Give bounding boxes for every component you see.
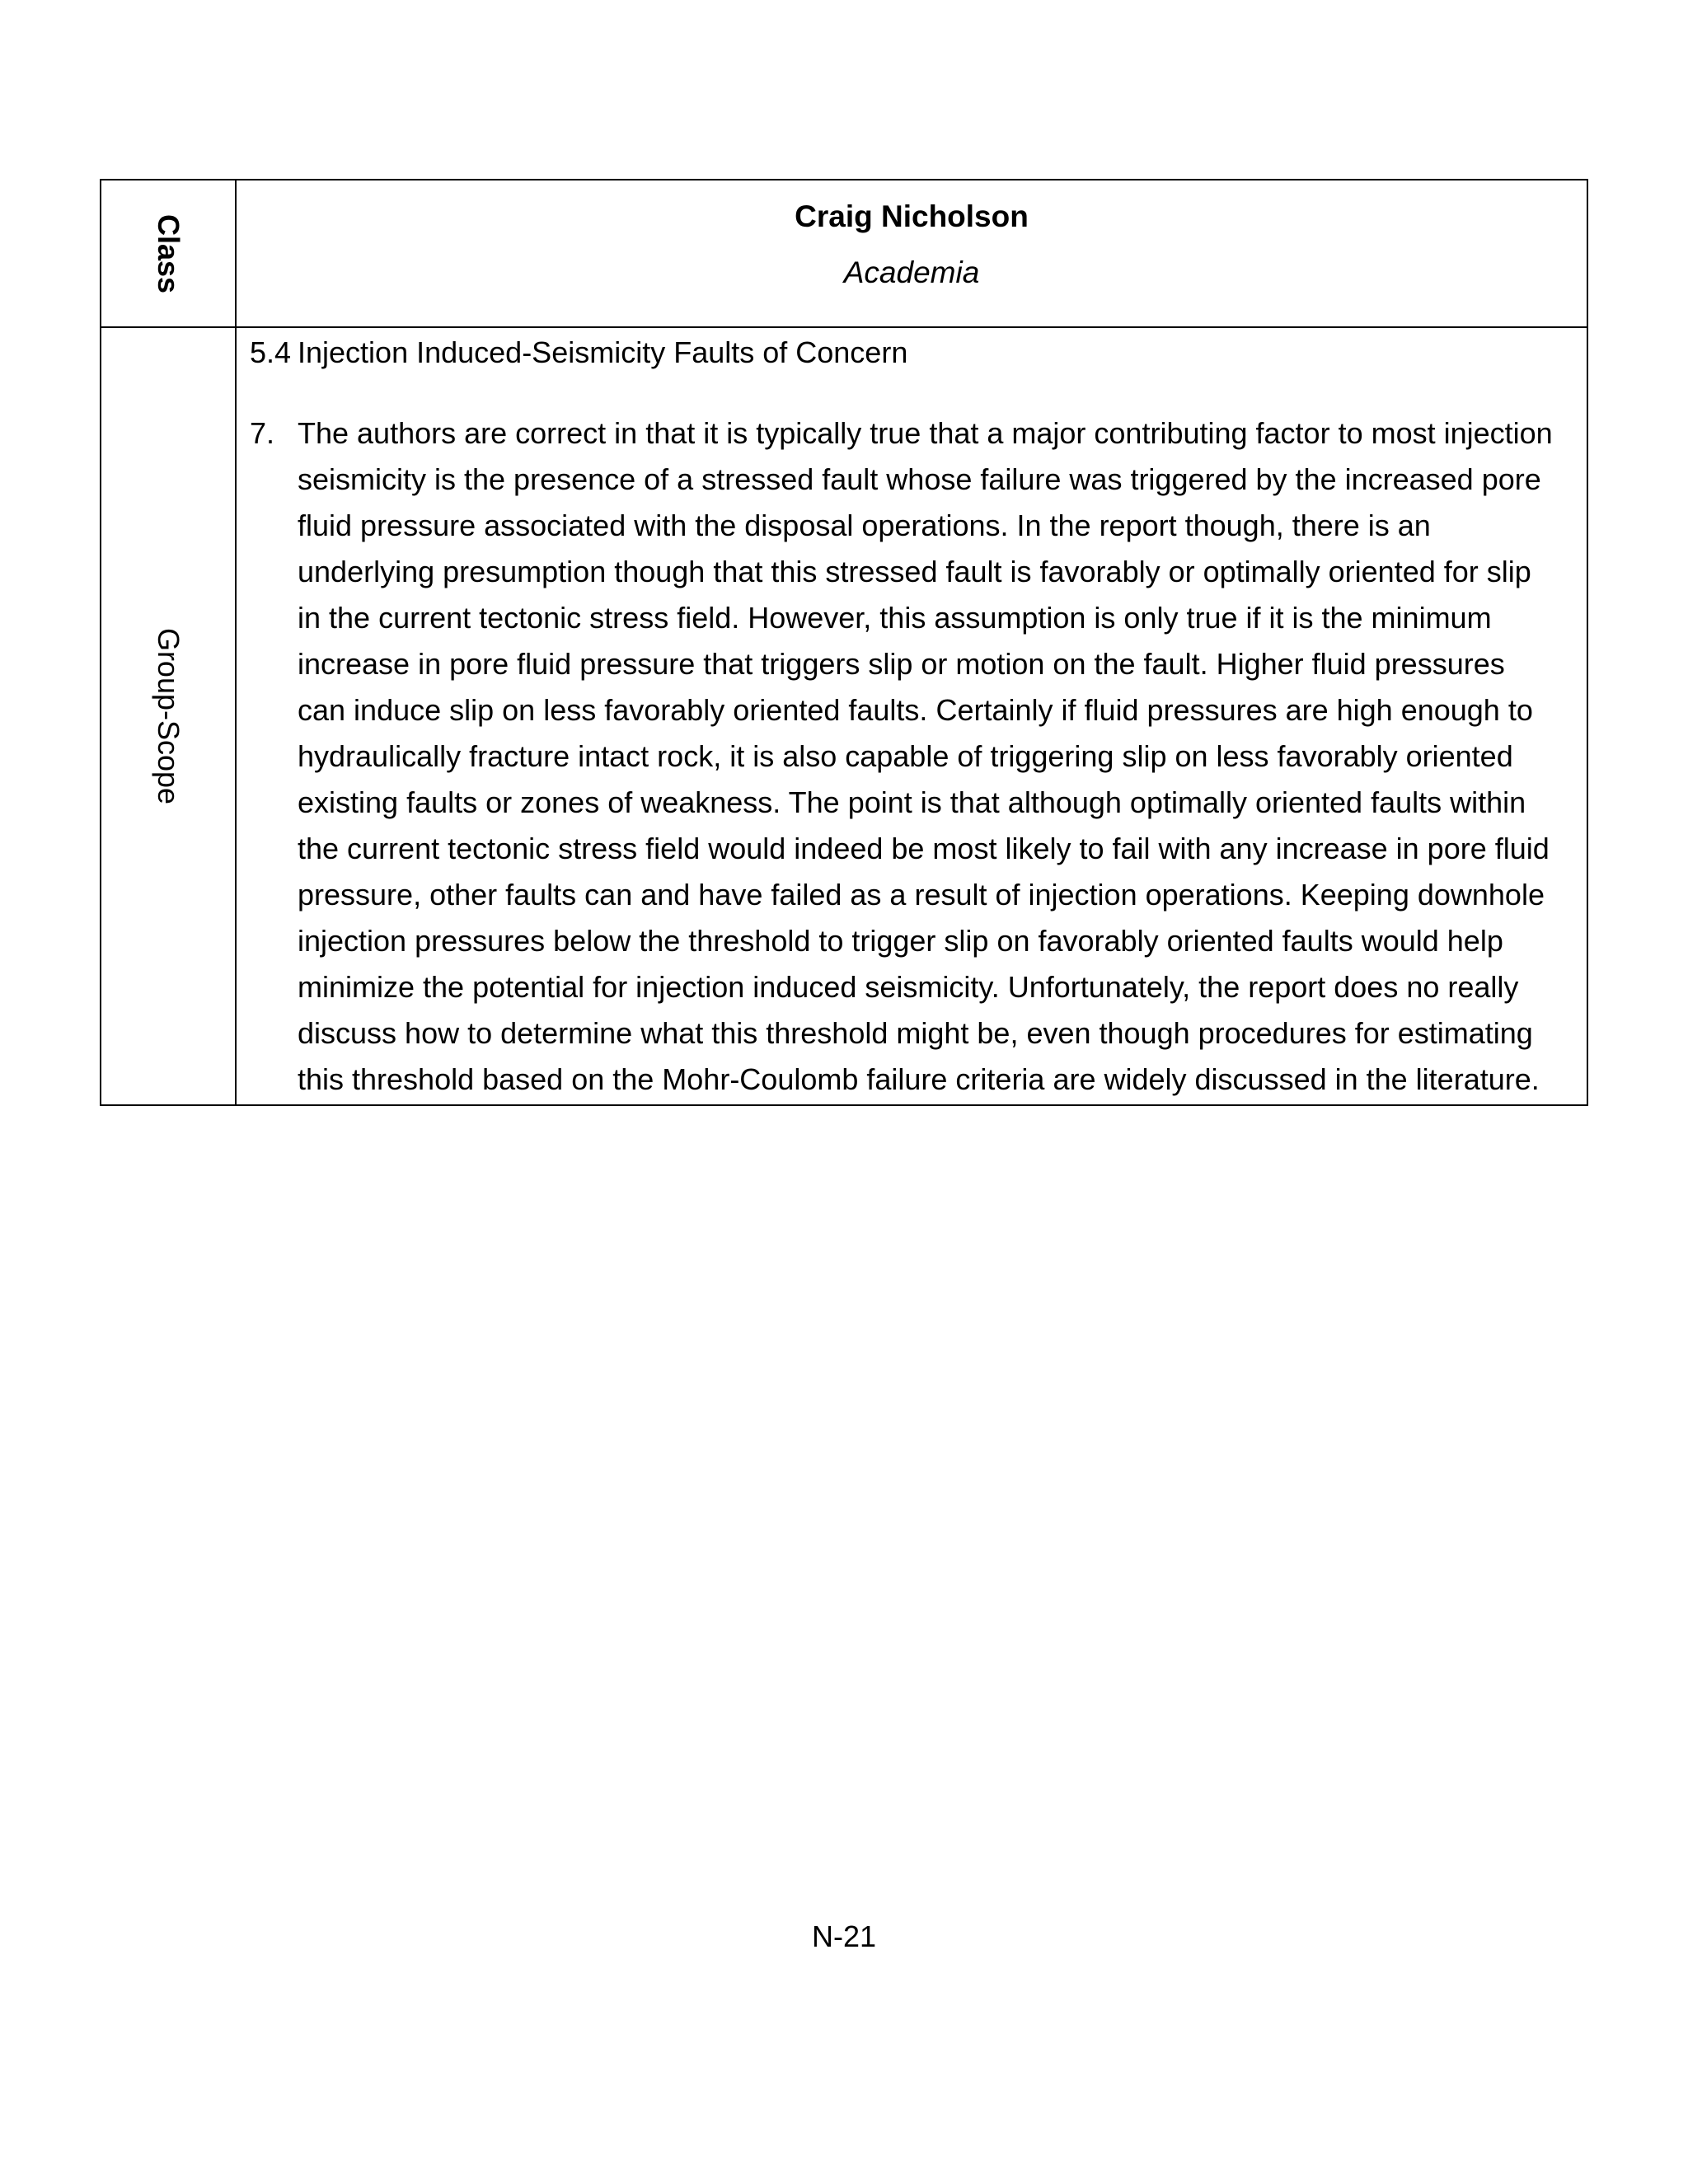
header-row <box>101 180 1587 327</box>
section-number: 5.4 <box>250 335 292 369</box>
body-row <box>101 327 1587 1105</box>
class-label: Class <box>152 213 185 293</box>
comment-text: The authors are correct in that it is typically true that a major contributing factor to most injection seismicity is the presence of a stressed fault whose failure was triggered by the increased pore fluid pressure associated with the disposal operations. In the report though, there is an underlying presumption though that this stressed fault is favorably or optimally oriented for slip in the current tectonic stress field. However, this assumption is only true if it is the minimum increase in pore fluid pressure that triggers slip or motion on the fault. Higher fluid pressures can induce slip on less favorably oriented faults. Certainly if fluid pressures are high enough to hydraulically fracture intact rock, it is also capable of triggering slip on less favorably oriented existing faults or zones of weakness. The point is that although optimally oriented faults within the current tectonic stress field would indeed be most likely to fail with any increase in pore fluid pressure, other faults can and have failed as a result of injection operations. Keeping downhole injection pressures below the threshold to trigger slip on favorably oriented faults would help minimize the potential for injection induced seismicity. Unfortunately, the report does no really discuss how to determine what this threshold might be, even though procedures for estimating this threshold based on the Mohr-Coulomb failure criteria are widely discussed in the literature. <box>298 416 1553 1096</box>
group-scope-label: Group-Scope <box>152 627 185 805</box>
comment-cell <box>236 327 1587 1105</box>
comment-table <box>100 179 1588 1106</box>
page-number: N-21 <box>811 1919 877 1953</box>
class-cell <box>101 180 236 327</box>
reviewer-name: Craig Nicholson <box>795 199 1029 233</box>
section-heading <box>250 330 1557 376</box>
section-title: Injection Induced-Seismicity Faults of Concern <box>298 335 908 369</box>
group-scope-cell <box>101 327 236 1105</box>
comment-number: 7. <box>250 416 275 450</box>
reviewer-affiliation: Academia <box>843 255 980 290</box>
reviewer-cell <box>236 180 1587 327</box>
comment-item <box>250 410 1557 1103</box>
